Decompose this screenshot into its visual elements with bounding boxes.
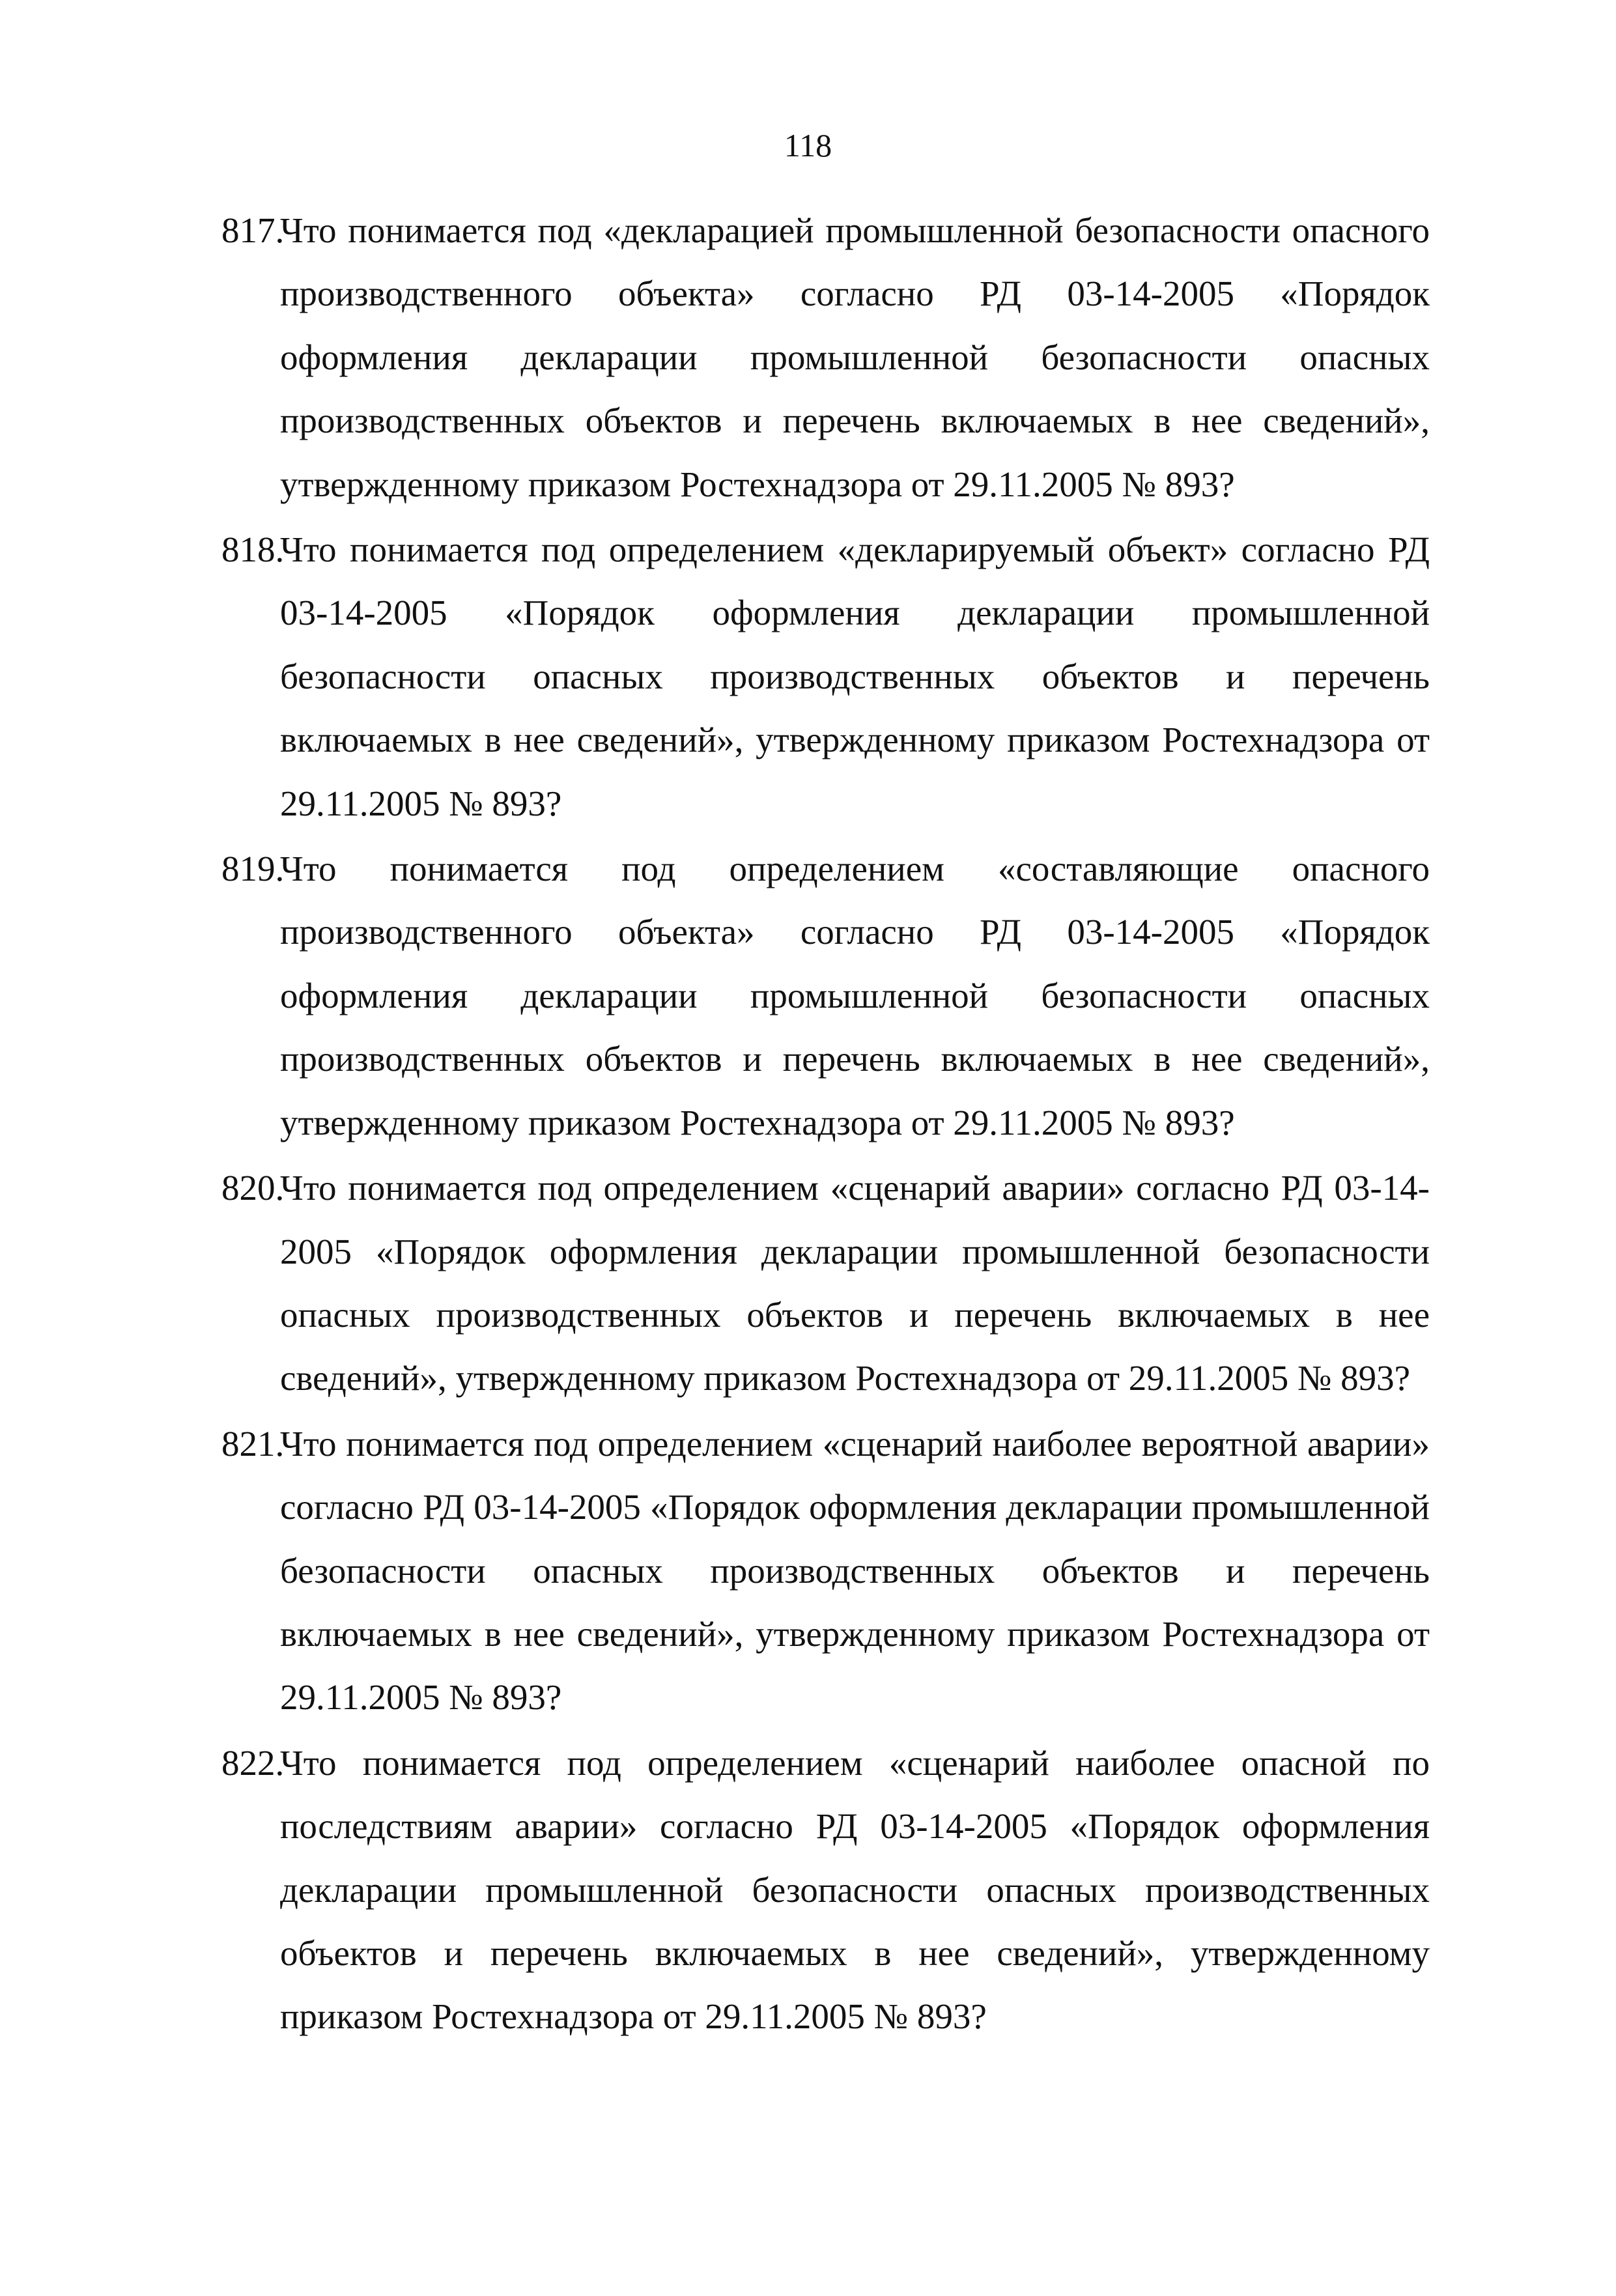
question-text: Что понимается под определением «сценарий наиболее опасной по последствиям аварии» согласно РД 03-14-2005 «Порядок оформления декларации промышленной безопасности опасных производственных объектов и перечень включаемых в нее сведений», утвержденному приказом Ростехнадзора от 29.11.2005 № 893? xyxy=(280,1742,1430,2037)
question-item xyxy=(221,1412,1430,1729)
question-list xyxy=(221,199,1430,2050)
question-item xyxy=(221,199,1430,516)
question-text: Что понимается под «декларацией промышленной безопасности опасного производственного объекта» согласно РД 03-14-2005 «Порядок оформления декларации промышленной безопасности опасных производственных объектов и перечень включаемых в нее сведений», утвержденному приказом Ростехнадзора от 29.11.2005 № 893? xyxy=(280,210,1430,504)
question-number: 822. xyxy=(221,1742,285,1783)
question-number: 819. xyxy=(221,849,285,889)
question-text: Что понимается под определением «сценарий наиболее вероятной аварии» согласно РД 03-14-2005 «Порядок оформления декларации промышленной безопасности опасных производственных объектов и перечень включаемых в нее сведений», утвержденному приказом Ростехнадзора от 29.11.2005 № 893? xyxy=(280,1423,1430,1718)
question-text: Что понимается под определением «сценарий аварии» согласно РД 03-14-2005 «Порядок оформления декларации промышленной безопасности опасных производственных объектов и перечень включаемых в нее сведений», утвержденному приказом Ростехнадзора от 29.11.2005 № 893? xyxy=(280,1168,1430,1398)
question-item xyxy=(221,518,1430,835)
question-item xyxy=(221,1731,1430,2048)
page-number: 118 xyxy=(784,127,832,163)
question-text: Что понимается под определением «декларируемый объект» согласно РД 03-14-2005 «Порядок оформления декларации промышленной безопасности опасных производственных объектов и перечень включаемых в нее сведений», утвержденному приказом Ростехнадзора от 29.11.2005 № 893? xyxy=(280,530,1430,823)
question-number: 821. xyxy=(221,1423,285,1464)
question-text: Что понимается под определением «составляющие опасного производственного объекта» согласно РД 03-14-2005 «Порядок оформления декларации промышленной безопасности опасных производственных объектов и перечень включаемых в нее сведений», утвержденному приказом Ростехнадзора от 29.11.2005 № 893? xyxy=(280,849,1430,1142)
question-number: 817. xyxy=(221,210,285,250)
question-number: 818. xyxy=(221,530,285,570)
question-item xyxy=(221,1156,1430,1410)
question-number: 820. xyxy=(221,1168,285,1208)
question-item xyxy=(221,837,1430,1154)
